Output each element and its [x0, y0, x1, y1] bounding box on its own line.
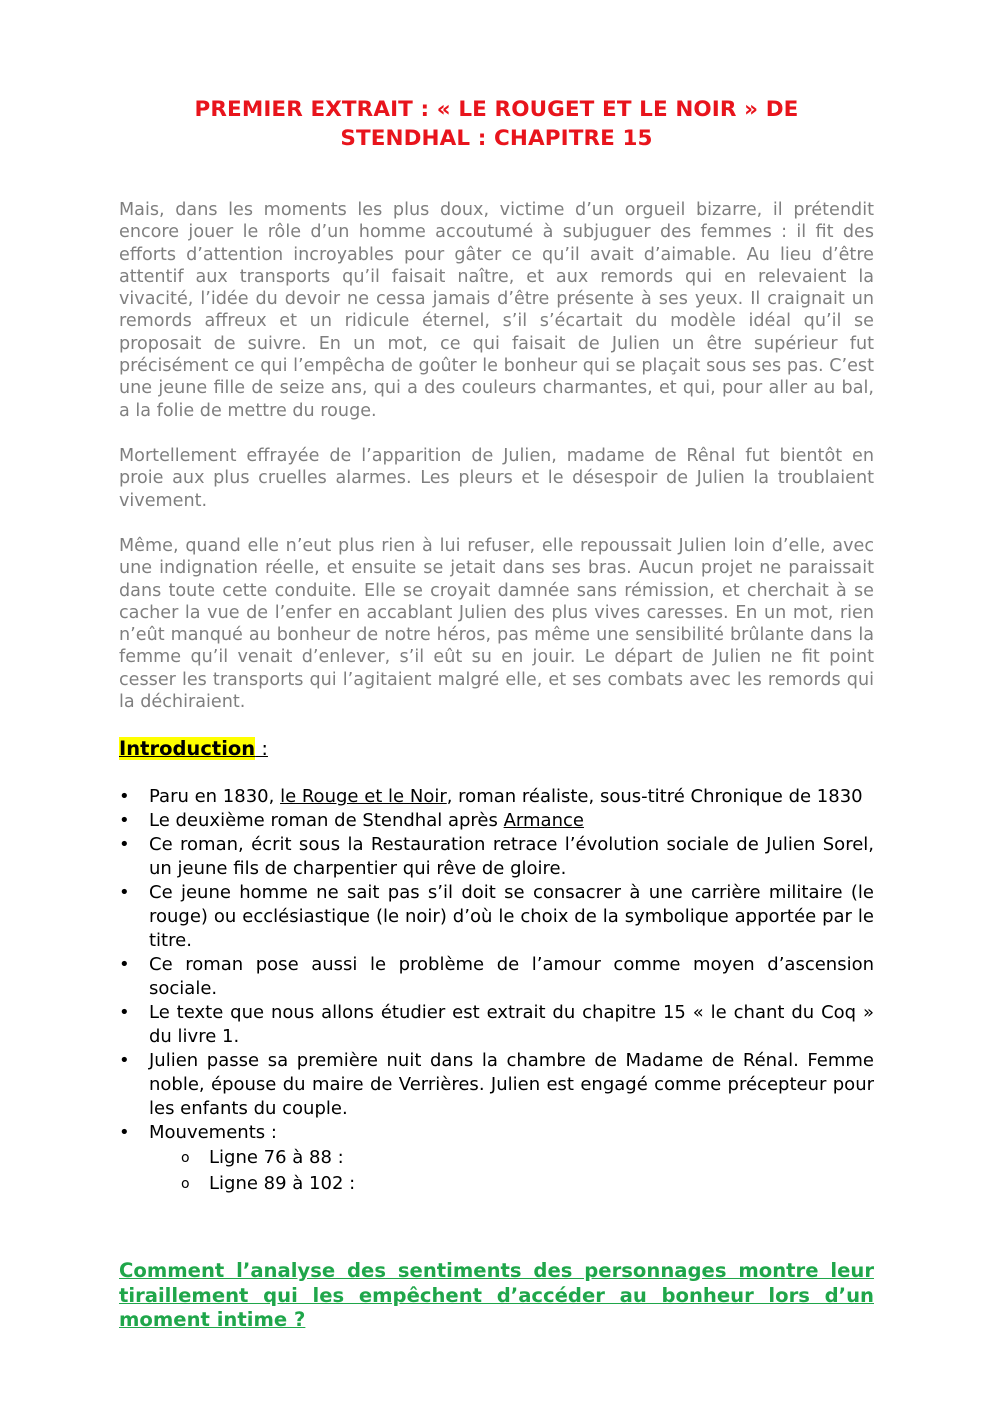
introduction-bullet-list	[119, 785, 874, 1197]
sub-bullet-text: Ligne 76 à 88 :	[209, 1147, 344, 1168]
list-item	[119, 881, 874, 953]
bullet-text: Paru en 1830,	[149, 786, 281, 807]
armance-link[interactable]: Armance	[503, 810, 584, 831]
title-line-1: PREMIER EXTRAIT : « LE ROUGET ET LE NOIR » DE	[194, 97, 799, 122]
bullet-glyph: •	[119, 786, 130, 807]
list-item	[119, 833, 874, 881]
sub-list-item	[149, 1171, 874, 1197]
bullet-text: Ce jeune homme ne sait pas s’il doit se consacrer à une carrière militaire (le rouge) ou ecclésiastique (le noir) d’où le choix de la symbolique apportée par le titre.	[149, 882, 874, 951]
list-item	[119, 1121, 874, 1197]
bullet-text: Julien passe sa première nuit dans la chambre de Madame de Rénal. Femme noble, épouse du maire de Verrières. Julien est engagé comme précepteur pour les enfants du couple.	[149, 1050, 874, 1119]
problematic-question: Comment l’analyse des sentiments des personnages montre leur tiraillement qui les empêchent d’accéder au bonheur lors d’un moment intime ?	[119, 1259, 874, 1331]
bullet-glyph: •	[119, 1050, 130, 1071]
bullet-text: Le texte que nous allons étudier est extrait du chapitre 15 « le chant du Coq » du livre 1.	[149, 1002, 874, 1047]
introduction-heading	[119, 736, 268, 762]
excerpt-paragraph-1: Mais, dans les moments les plus doux, victime d’un orgueil bizarre, il prétendit encore jouer le rôle d’un homme accoutumé à subjuguer des femmes : il fit des efforts d’attention incroyables pour gâter ce qu’il avait d’aimable. Au lieu d’être attentif aux transports qu’il faisait naître, et aux remords qui en relevaient la vivacité, l’idée du devoir ne cessa jamais d’être présente à ses yeux. Il craignait un remords affreux et un ridicule éternel, s’il s’écartait du modèle idéal qu’il se proposait de suivre. En un mot, ce qui faisait de Julien un être supérieur fut précisément ce qui l’empêcha de goûter le bonheur qui se plaçait sous ses pas. C’est une jeune fille de seize ans, qui a des couleurs charmantes, et qui, pour aller au bal, a la folie de mettre du rouge.	[119, 200, 874, 421]
bullet-glyph: •	[119, 954, 130, 975]
movements-sublist	[149, 1145, 874, 1197]
introduction-heading-text: Introduction	[119, 737, 256, 760]
list-item	[119, 785, 874, 809]
sub-list-item	[149, 1145, 874, 1171]
novel-title-link[interactable]: le Rouge et le Noir	[280, 786, 447, 807]
bullet-glyph: •	[119, 882, 130, 903]
excerpt-paragraph-2: Mortellement effrayée de l’apparition de Julien, madame de Rênal fut bientôt en proie aux plus cruelles alarmes. Les pleurs et le désespoir de Julien la troublaient vivement.	[119, 446, 874, 511]
bullet-glyph: •	[119, 810, 130, 831]
bullet-glyph: •	[119, 1002, 130, 1023]
title-line-2: STENDHAL : CHAPITRE 15	[340, 126, 653, 151]
sub-bullet-text: Ligne 89 à 102 :	[209, 1173, 356, 1194]
bullet-glyph: •	[119, 834, 130, 855]
list-item	[119, 809, 874, 833]
list-item	[119, 953, 874, 1001]
bullet-text: Ce roman, écrit sous la Restauration retrace l’évolution sociale de Julien Sorel, un jeune fils de charpentier qui rêve de gloire.	[149, 834, 874, 879]
bullet-text: Ce roman pose aussi le problème de l’amour comme moyen d’ascension sociale.	[149, 954, 874, 999]
bullet-text: Mouvements :	[149, 1122, 277, 1143]
bullet-text: Le deuxième roman de Stendhal après	[149, 810, 504, 831]
list-item	[119, 1049, 874, 1121]
introduction-heading-colon: :	[255, 737, 268, 760]
sub-bullet-glyph: o	[181, 1150, 190, 1166]
list-item	[119, 1001, 874, 1049]
bullet-glyph: •	[119, 1122, 130, 1143]
page-title	[119, 95, 874, 153]
bullet-text: , roman réaliste, sous-titré Chronique de 1830	[446, 786, 863, 807]
sub-bullet-glyph: o	[181, 1176, 190, 1192]
excerpt-paragraph-3: Même, quand elle n’eut plus rien à lui refuser, elle repoussait Julien loin d’elle, avec une indignation réelle, et ensuite se jetait dans ses bras. Aucun projet ne paraissait dans toute cette conduite. Elle se croyait damnée sans rémission, et cherchait à se cacher la vue de l’enfer en accablant Julien des plus vives caresses. En un mot, rien n’eût manqué au bonheur de notre héros, pas même une sensibilité brûlante dans la femme qu’il venait d’enlever, s’il eût su en jouir. Le départ de Julien ne fit point cesser les transports qui l’agitaient malgré elle, et ses combats avec les remords qui la déchiraient.	[119, 536, 874, 713]
